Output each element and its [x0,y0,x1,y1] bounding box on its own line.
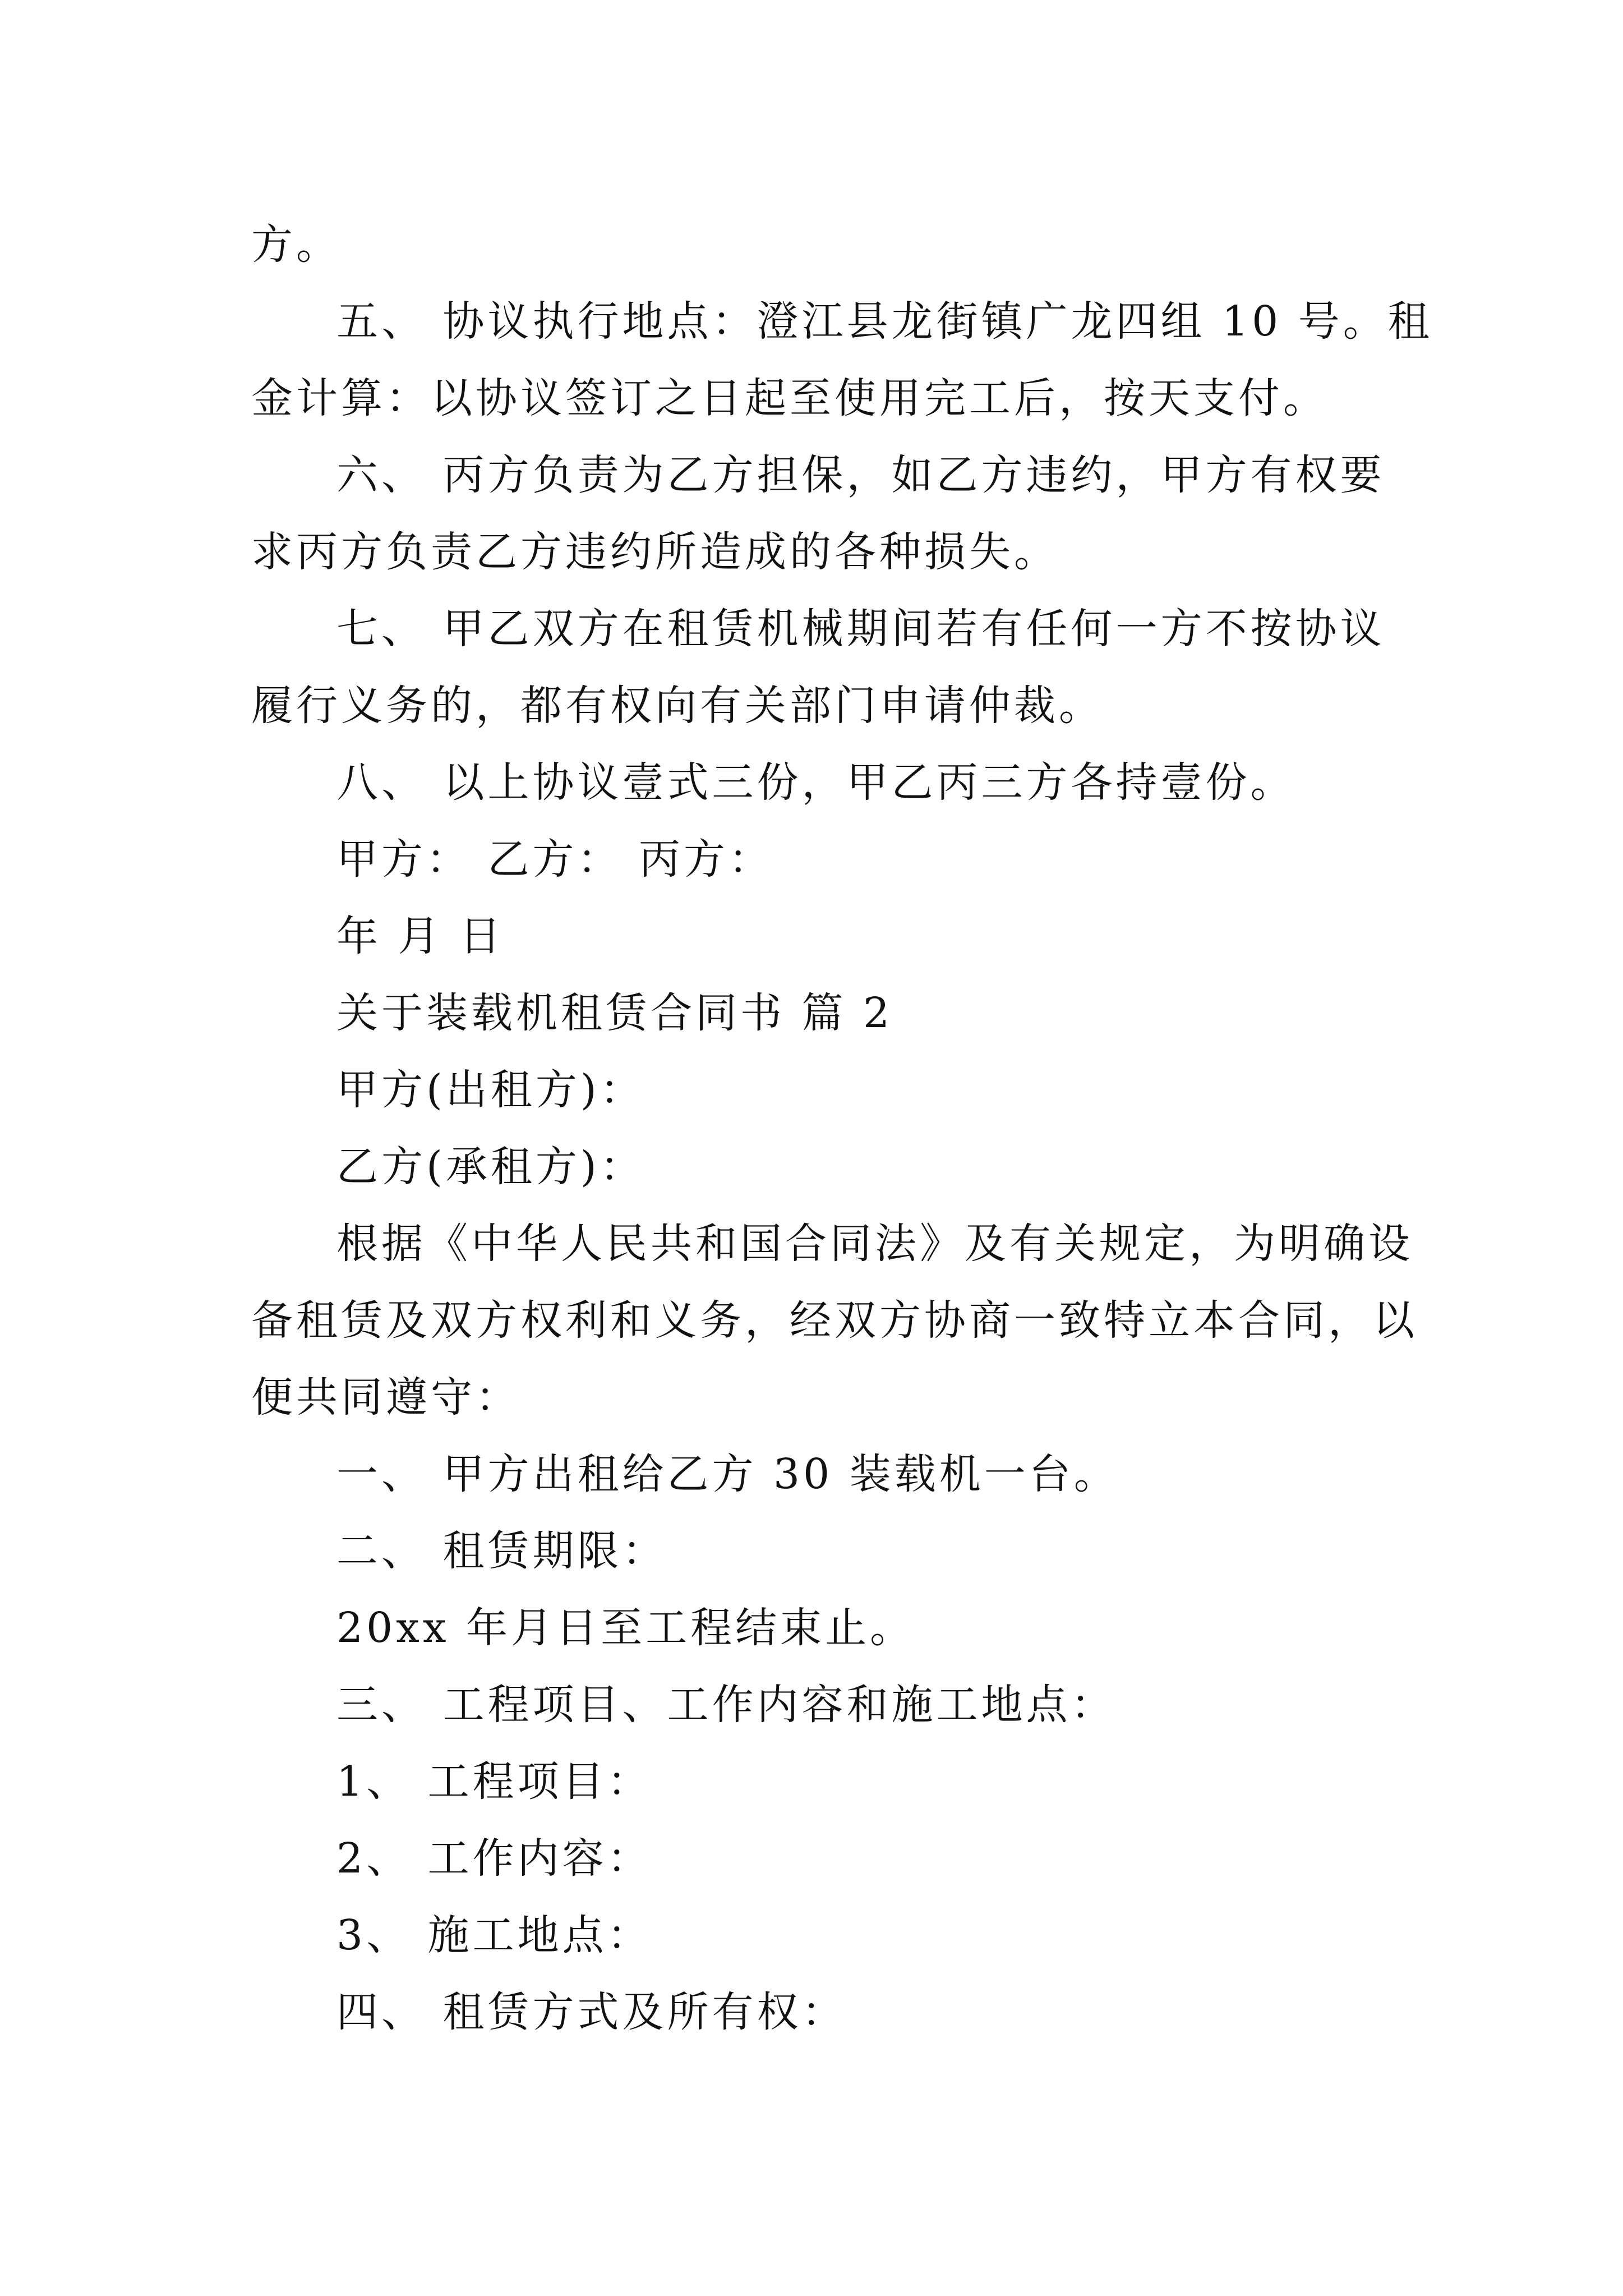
text-line: 五、 协议执行地点：澄江县龙街镇广龙四组 10 号。租 [336,297,1433,346]
signature-line: 甲方： 乙方： 丙方： [336,835,774,884]
text-line: 20xx 年月日至工程结束止。 [336,1604,915,1652]
text-line: 履行义务的，都有权向有关部门申请仲裁。 [251,682,1104,730]
section-title: 关于装载机租赁合同书 篇 2 [336,989,893,1037]
party-a-line: 甲方(出租方)： [336,1066,645,1114]
clause-line: 二、 租赁期限： [336,1527,667,1575]
clause-line: 三、 工程项目、工作内容和施工地点： [336,1681,1116,1729]
text-line: 方。 [251,220,341,269]
text-line: 七、 甲乙双方在租赁机械期间若有任何一方不按协议 [336,605,1385,653]
date-line: 年 月 日 [336,912,505,960]
list-item: 3、 施工地点： [336,1911,652,1959]
clause-line: 一、 甲方出租给乙方 30 装载机一台。 [336,1450,1119,1498]
text-line: 八、 以上协议壹式三份，甲乙丙三方各持壹份。 [336,758,1295,807]
text-line: 备租赁及双方权利和义务，经双方协商一致特立本合同，以 [251,1296,1418,1345]
text-line: 金计算：以协议签订之日起至使用完工后，按天支付。 [251,374,1328,422]
text-line: 根据《中华人民共和国合同法》及有关规定，为明确设 [336,1220,1413,1268]
list-item: 1、 工程项目： [336,1757,652,1806]
document-body [251,206,1433,2051]
text-line: 求丙方负责乙方违约所造成的各种损失。 [251,528,1059,576]
text-line: 便共同遵守： [251,1373,520,1421]
party-b-line: 乙方(承租方)： [336,1143,645,1191]
clause-line: 四、 租赁方式及所有权： [336,1988,847,2036]
text-line: 六、 丙方负责为乙方担保，如乙方违约，甲方有权要 [336,451,1385,499]
list-item: 2、 工作内容： [336,1834,652,1883]
